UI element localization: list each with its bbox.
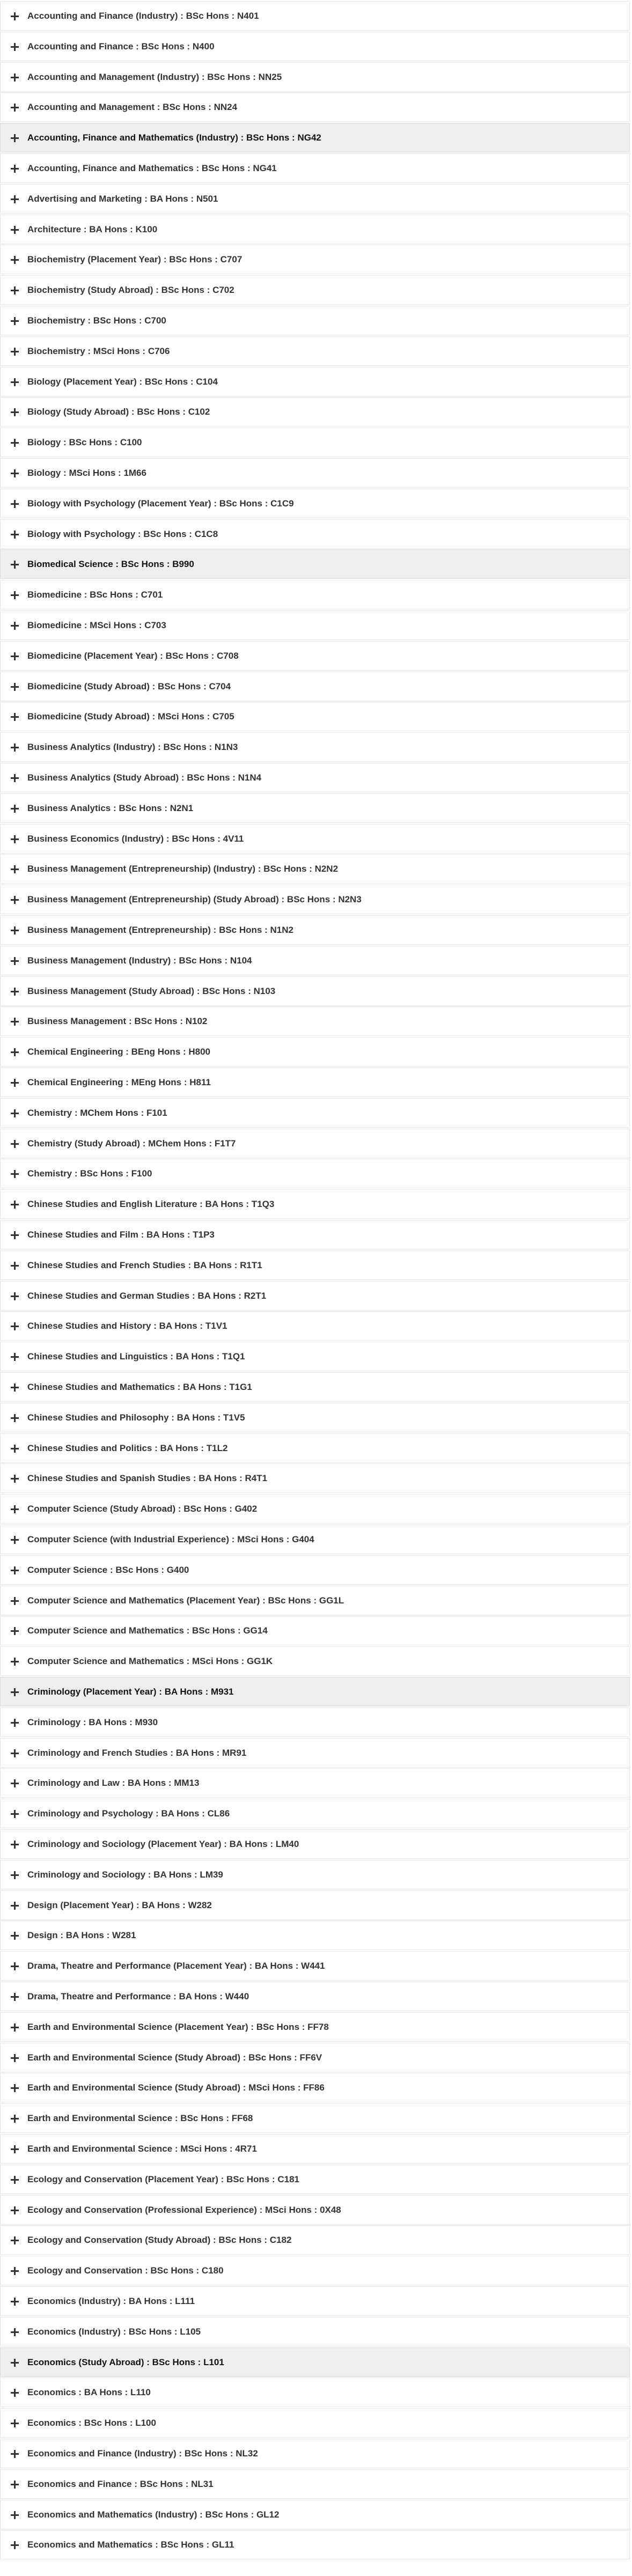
expand-plus-icon[interactable] <box>10 1657 19 1666</box>
course-title: Business Analytics : BSc Hons : N2N1 <box>27 803 194 813</box>
course-title: Biochemistry : BSc Hons : C700 <box>27 315 166 326</box>
course-row[interactable] <box>0 1829 630 1859</box>
course-title: Business Management (Industry) : BSc Hons : N104 <box>27 955 252 966</box>
expand-plus-icon[interactable] <box>10 2236 19 2244</box>
course-title: Accounting, Finance and Mathematics (Industry) : BSc Hons : NG42 <box>27 132 321 143</box>
expand-plus-icon[interactable] <box>10 774 19 782</box>
course-title: Earth and Environmental Science : BSc Hons : FF68 <box>27 2113 253 2123</box>
course-row[interactable] <box>0 672 630 701</box>
expand-plus-icon[interactable] <box>10 73 19 82</box>
course-row[interactable] <box>0 2286 630 2316</box>
course-title: Chemistry : BSc Hons : F100 <box>27 1168 152 1179</box>
course-row[interactable] <box>0 915 630 945</box>
course-row[interactable] <box>0 1220 630 1249</box>
course-title: Earth and Environmental Science : MSci Hons : 4R71 <box>27 2143 257 2154</box>
expand-plus-icon[interactable] <box>10 2114 19 2123</box>
expand-plus-icon[interactable] <box>10 103 19 112</box>
expand-plus-icon[interactable] <box>10 1505 19 1513</box>
course-row[interactable] <box>0 123 630 152</box>
course-row[interactable] <box>0 1129 630 1158</box>
expand-plus-icon[interactable] <box>10 378 19 386</box>
course-row[interactable] <box>0 1646 630 1676</box>
expand-plus-icon[interactable] <box>10 2541 19 2549</box>
course-row[interactable] <box>0 1890 630 1920</box>
expand-plus-icon[interactable] <box>10 1962 19 1970</box>
course-title: Business Management (Entrepreneurship) (Study Abroad) : BSc Hons : N2N3 <box>27 894 362 904</box>
expand-plus-icon[interactable] <box>10 1718 19 1727</box>
course-title: Accounting and Finance (Industry) : BSc Hons : N401 <box>27 10 259 21</box>
course-row[interactable] <box>0 2073 630 2102</box>
course-title: Business Management (Entrepreneurship) (Industry) : BSc Hons : N2N2 <box>27 863 339 874</box>
expand-plus-icon[interactable] <box>10 2419 19 2427</box>
course-row[interactable] <box>0 2165 630 2194</box>
course-row[interactable] <box>0 2317 630 2346</box>
course-title: Biology (Placement Year) : BSc Hons : C104 <box>27 376 218 387</box>
course-title: Computer Science (with Industrial Experience) : MSci Hons : G404 <box>27 1534 314 1544</box>
expand-plus-icon[interactable] <box>10 1048 19 1056</box>
expand-plus-icon[interactable] <box>10 1626 19 1635</box>
course-row[interactable] <box>0 702 630 731</box>
expand-plus-icon[interactable] <box>10 225 19 234</box>
expand-plus-icon[interactable] <box>10 2328 19 2336</box>
course-row[interactable] <box>0 1707 630 1737</box>
expand-plus-icon[interactable] <box>10 926 19 934</box>
expand-plus-icon[interactable] <box>10 1322 19 1330</box>
course-row[interactable] <box>0 1403 630 1432</box>
course-title: Business Economics (Industry) : BSc Hons : 4V11 <box>27 833 244 844</box>
expand-plus-icon[interactable] <box>10 2449 19 2458</box>
expand-plus-icon[interactable] <box>10 1292 19 1300</box>
expand-plus-icon[interactable] <box>10 286 19 295</box>
course-row[interactable] <box>0 793 630 823</box>
course-row[interactable] <box>0 1159 630 1188</box>
course-title: Biology (Study Abroad) : BSc Hons : C102 <box>27 406 210 417</box>
course-title: Criminology (Placement Year) : BA Hons : M931 <box>27 1686 234 1697</box>
course-row[interactable] <box>0 1037 630 1066</box>
course-row[interactable] <box>0 580 630 609</box>
course-row[interactable] <box>0 2256 630 2285</box>
course-row[interactable] <box>0 2225 630 2255</box>
course-title: Design (Placement Year) : BA Hons : W282 <box>27 1900 212 1910</box>
expand-plus-icon[interactable] <box>10 652 19 660</box>
course-row[interactable] <box>0 2378 630 2407</box>
course-title: Business Analytics (Industry) : BSc Hons : N1N3 <box>27 741 238 752</box>
course-row[interactable] <box>0 1433 630 1463</box>
expand-plus-icon[interactable] <box>10 835 19 843</box>
expand-plus-icon[interactable] <box>10 2480 19 2489</box>
course-row[interactable] <box>0 32 630 61</box>
expand-plus-icon[interactable] <box>10 1231 19 1239</box>
expand-plus-icon[interactable] <box>10 255 19 264</box>
course-row[interactable] <box>0 1951 630 1981</box>
course-title: Chinese Studies and Mathematics : BA Hons : T1G1 <box>27 1381 252 1392</box>
expand-plus-icon[interactable] <box>10 2084 19 2092</box>
course-row[interactable] <box>0 2134 630 2163</box>
expand-plus-icon[interactable] <box>10 2297 19 2306</box>
course-title: Ecology and Conservation : BSc Hons : C180 <box>27 2265 224 2276</box>
course-row[interactable] <box>0 92 630 122</box>
expand-plus-icon[interactable] <box>10 1566 19 1574</box>
expand-plus-icon[interactable] <box>10 1992 19 2001</box>
course-row[interactable] <box>0 2500 630 2529</box>
course-row[interactable] <box>0 1677 630 1706</box>
course-title: Chemical Engineering : MEng Hons : H811 <box>27 1077 211 1087</box>
course-title: Accounting and Management (Industry) : BSc Hons : NN25 <box>27 71 282 82</box>
expand-plus-icon[interactable] <box>10 682 19 691</box>
course-row[interactable] <box>0 1738 630 1768</box>
expand-plus-icon[interactable] <box>10 1261 19 1270</box>
course-title: Biochemistry (Study Abroad) : BSc Hons : C702 <box>27 284 234 295</box>
course-row[interactable] <box>0 2043 630 2072</box>
course-row[interactable] <box>0 885 630 914</box>
course-row[interactable] <box>0 1586 630 1615</box>
expand-plus-icon[interactable] <box>10 956 19 965</box>
expand-plus-icon[interactable] <box>10 2145 19 2153</box>
expand-plus-icon[interactable] <box>10 1871 19 1879</box>
expand-plus-icon[interactable] <box>10 1383 19 1392</box>
course-title: Economics : BA Hons : L110 <box>27 2387 151 2397</box>
course-row[interactable] <box>0 1555 630 1585</box>
course-title: Economics (Industry) : BSc Hons : L105 <box>27 2326 201 2337</box>
course-title: Economics and Mathematics (Industry) : BSc Hons : GL12 <box>27 2509 280 2520</box>
expand-plus-icon[interactable] <box>10 1169 19 1178</box>
course-title: Biomedicine : MSci Hons : C703 <box>27 620 166 630</box>
expand-plus-icon[interactable] <box>10 438 19 447</box>
course-row[interactable] <box>0 1281 630 1311</box>
course-title: Ecology and Conservation (Study Abroad) : BSc Hons : C182 <box>27 2234 292 2245</box>
course-row[interactable] <box>0 2439 630 2468</box>
expand-plus-icon[interactable] <box>10 469 19 477</box>
course-title: Ecology and Conservation (Placement Year) : BSc Hons : C181 <box>27 2174 300 2184</box>
course-title: Biology with Psychology (Placement Year) : BSc Hons : C1C9 <box>27 498 294 509</box>
course-row[interactable] <box>0 1 630 31</box>
course-title: Chinese Studies and Philosophy : BA Hons : T1V5 <box>27 1412 245 1423</box>
course-title: Earth and Environmental Science (Placement Year) : BSc Hons : FF78 <box>27 2021 329 2032</box>
expand-plus-icon[interactable] <box>10 1749 19 1757</box>
course-title: Business Management : BSc Hons : N102 <box>27 1015 208 1026</box>
course-row[interactable] <box>0 1250 630 1280</box>
course-title: Economics (Industry) : BA Hons : L111 <box>27 2295 195 2306</box>
expand-plus-icon[interactable] <box>10 987 19 996</box>
course-title: Criminology and Law : BA Hons : MM13 <box>27 1777 200 1788</box>
course-title: Chinese Studies and English Literature : BA Hons : T1Q3 <box>27 1198 275 1209</box>
course-title: Biology : MSci Hons : 1M66 <box>27 467 146 478</box>
expand-plus-icon[interactable] <box>10 1474 19 1483</box>
course-title: Computer Science and Mathematics : BSc Hons : GG14 <box>27 1625 268 1636</box>
expand-plus-icon[interactable] <box>10 895 19 904</box>
course-title: Criminology : BA Hons : M930 <box>27 1717 158 1727</box>
expand-plus-icon[interactable] <box>10 804 19 813</box>
course-row[interactable] <box>0 458 630 488</box>
expand-plus-icon[interactable] <box>10 2054 19 2062</box>
course-title: Drama, Theatre and Performance (Placement Year) : BA Hons : W441 <box>27 1960 325 1971</box>
course-row[interactable] <box>0 1068 630 1097</box>
course-row[interactable] <box>0 1860 630 1889</box>
course-title: Chinese Studies and French Studies : BA Hons : R1T1 <box>27 1260 262 1270</box>
course-title: Biology with Psychology : BSc Hons : C1C8 <box>27 528 218 539</box>
course-title: Criminology and Sociology : BA Hons : LM39 <box>27 1869 223 1880</box>
course-row[interactable] <box>0 763 630 792</box>
course-row[interactable] <box>0 1799 630 1828</box>
expand-plus-icon[interactable] <box>10 621 19 630</box>
course-title: Biomedicine (Study Abroad) : BSc Hons : C704 <box>27 681 231 691</box>
expand-plus-icon[interactable] <box>10 408 19 416</box>
course-row[interactable] <box>0 336 630 366</box>
expand-plus-icon[interactable] <box>10 1017 19 1026</box>
course-title: Chemical Engineering : BEng Hons : H800 <box>27 1046 211 1057</box>
course-title: Biomedical Science : BSc Hons : B990 <box>27 558 194 569</box>
expand-plus-icon[interactable] <box>10 1139 19 1148</box>
course-row[interactable] <box>0 2195 630 2225</box>
expand-plus-icon[interactable] <box>10 2023 19 2032</box>
course-title: Economics and Finance (Industry) : BSc Hons : NL32 <box>27 2448 258 2459</box>
expand-plus-icon[interactable] <box>10 1352 19 1361</box>
expand-plus-icon[interactable] <box>10 591 19 599</box>
course-row[interactable] <box>0 2347 630 2377</box>
course-row[interactable] <box>0 2469 630 2499</box>
course-row[interactable] <box>0 62 630 92</box>
course-title: Chinese Studies and History : BA Hons : T1V1 <box>27 1320 227 1331</box>
expand-plus-icon[interactable] <box>10 317 19 325</box>
course-row[interactable] <box>0 976 630 1006</box>
course-title: Biomedicine : BSc Hons : C701 <box>27 589 163 600</box>
course-title: Chinese Studies and Film : BA Hons : T1P3 <box>27 1229 215 1240</box>
expand-plus-icon[interactable] <box>10 2175 19 2184</box>
course-title: Computer Science and Mathematics : MSci Hons : GG1K <box>27 1655 273 1666</box>
expand-plus-icon[interactable] <box>10 195 19 203</box>
expand-plus-icon[interactable] <box>10 1109 19 1117</box>
course-title: Accounting, Finance and Mathematics : BSc Hons : NG41 <box>27 163 277 173</box>
course-row[interactable] <box>0 519 630 549</box>
expand-plus-icon[interactable] <box>10 865 19 873</box>
course-row[interactable] <box>0 1342 630 1371</box>
expand-plus-icon[interactable] <box>10 743 19 752</box>
course-row[interactable] <box>0 1311 630 1341</box>
course-row[interactable] <box>0 1525 630 1554</box>
expand-plus-icon[interactable] <box>10 134 19 142</box>
course-row[interactable] <box>0 1920 630 1950</box>
course-title: Computer Science (Study Abroad) : BSc Hons : G402 <box>27 1503 258 1514</box>
course-row[interactable] <box>0 854 630 884</box>
course-title: Computer Science and Mathematics (Placement Year) : BSc Hons : GG1L <box>27 1595 344 1606</box>
course-title: Accounting and Finance : BSc Hons : N400 <box>27 41 215 51</box>
course-row[interactable] <box>0 1982 630 2011</box>
expand-plus-icon[interactable] <box>10 2266 19 2275</box>
course-title: Economics : BSc Hons : L100 <box>27 2417 156 2428</box>
expand-plus-icon[interactable] <box>10 164 19 173</box>
expand-plus-icon[interactable] <box>10 2206 19 2214</box>
expand-plus-icon[interactable] <box>10 12 19 20</box>
course-title: Criminology and Sociology (Placement Year) : BA Hons : LM40 <box>27 1838 299 1849</box>
course-title: Economics (Study Abroad) : BSc Hons : L101 <box>27 2357 224 2367</box>
course-title: Business Management (Study Abroad) : BSc Hons : N103 <box>27 985 276 996</box>
course-row[interactable] <box>0 2012 630 2042</box>
expand-plus-icon[interactable] <box>10 1931 19 1940</box>
expand-plus-icon[interactable] <box>10 2358 19 2367</box>
expand-plus-icon[interactable] <box>10 347 19 356</box>
course-title: Computer Science : BSc Hons : G400 <box>27 1564 189 1575</box>
course-title: Chinese Studies and Spanish Studies : BA Hons : R4T1 <box>27 1473 268 1483</box>
course-row[interactable] <box>0 215 630 244</box>
course-title: Criminology and Psychology : BA Hons : CL86 <box>27 1808 230 1819</box>
course-row[interactable] <box>0 1616 630 1645</box>
course-row[interactable] <box>0 1372 630 1402</box>
expand-plus-icon[interactable] <box>10 560 19 569</box>
expand-plus-icon[interactable] <box>10 1688 19 1696</box>
course-title: Earth and Environmental Science (Study Abroad) : MSci Hons : FF86 <box>27 2082 325 2093</box>
expand-plus-icon[interactable] <box>10 1444 19 1453</box>
expand-plus-icon[interactable] <box>10 1078 19 1087</box>
course-row[interactable] <box>0 397 630 426</box>
expand-plus-icon[interactable] <box>10 530 19 539</box>
expand-plus-icon[interactable] <box>10 1200 19 1209</box>
course-title: Earth and Environmental Science (Study Abroad) : BSc Hons : FF6V <box>27 2052 322 2063</box>
course-title: Economics and Mathematics : BSc Hons : GL11 <box>27 2539 234 2550</box>
course-row[interactable] <box>0 1463 630 1493</box>
course-row[interactable] <box>0 549 630 579</box>
course-row[interactable] <box>0 1768 630 1798</box>
course-title: Drama, Theatre and Performance : BA Hons : W440 <box>27 1991 249 2001</box>
expand-plus-icon[interactable] <box>10 1596 19 1605</box>
expand-plus-icon[interactable] <box>10 1535 19 1544</box>
course-row[interactable] <box>0 824 630 853</box>
expand-plus-icon[interactable] <box>10 42 19 51</box>
course-title: Chinese Studies and Linguistics : BA Hons : T1Q1 <box>27 1351 245 1361</box>
course-title: Chinese Studies and German Studies : BA Hons : R2T1 <box>27 1290 267 1301</box>
course-title: Architecture : BA Hons : K100 <box>27 224 158 234</box>
course-title: Business Management (Entrepreneurship) : BSc Hons : N1N2 <box>27 924 293 935</box>
course-title: Biochemistry (Placement Year) : BSc Hons : C707 <box>27 254 242 264</box>
expand-plus-icon[interactable] <box>10 2511 19 2519</box>
course-title: Economics and Finance : BSc Hons : NL31 <box>27 2478 214 2489</box>
expand-plus-icon[interactable] <box>10 1414 19 1422</box>
expand-plus-icon[interactable] <box>10 1901 19 1910</box>
course-title: Chemistry (Study Abroad) : MChem Hons : F1T7 <box>27 1138 236 1149</box>
course-title: Accounting and Management : BSc Hons : NN24 <box>27 101 238 112</box>
course-row[interactable] <box>0 367 630 396</box>
course-title: Criminology and French Studies : BA Hons : MR91 <box>27 1747 247 1758</box>
course-row[interactable] <box>0 1494 630 1523</box>
expand-plus-icon[interactable] <box>10 499 19 508</box>
course-row[interactable] <box>0 275 630 305</box>
course-row[interactable] <box>0 610 630 640</box>
course-title: Biomedicine (Placement Year) : BSc Hons : C708 <box>27 650 239 661</box>
course-row[interactable] <box>0 641 630 671</box>
expand-plus-icon[interactable] <box>10 2388 19 2397</box>
expand-plus-icon[interactable] <box>10 1779 19 1787</box>
course-row[interactable] <box>0 732 630 762</box>
course-title: Business Analytics (Study Abroad) : BSc Hons : N1N4 <box>27 772 262 783</box>
course-row[interactable] <box>0 428 630 457</box>
course-row[interactable] <box>0 946 630 975</box>
course-row[interactable] <box>0 489 630 518</box>
course-title: Chinese Studies and Politics : BA Hons : T1L2 <box>27 1442 228 1453</box>
course-title: Biology : BSc Hons : C100 <box>27 437 142 447</box>
course-row[interactable] <box>0 1098 630 1128</box>
course-title: Biomedicine (Study Abroad) : MSci Hons : C705 <box>27 711 234 722</box>
course-row[interactable] <box>0 2103 630 2133</box>
course-row[interactable] <box>0 245 630 274</box>
course-title: Ecology and Conservation (Professional Experience) : MSci Hons : 0X48 <box>27 2204 341 2215</box>
course-row[interactable] <box>0 184 630 214</box>
course-title: Chemistry : MChem Hons : F101 <box>27 1107 167 1118</box>
expand-plus-icon[interactable] <box>10 1840 19 1849</box>
course-row[interactable] <box>0 1189 630 1219</box>
course-row[interactable] <box>0 2530 630 2559</box>
course-title: Biochemistry : MSci Hons : C706 <box>27 345 170 356</box>
expand-plus-icon[interactable] <box>10 1809 19 1818</box>
course-row[interactable] <box>0 1006 630 1036</box>
course-title: Advertising and Marketing : BA Hons : N501 <box>27 193 218 204</box>
course-title: Design : BA Hons : W281 <box>27 1930 136 1940</box>
expand-plus-icon[interactable] <box>10 712 19 721</box>
course-row[interactable] <box>0 2408 630 2438</box>
course-row[interactable] <box>0 153 630 183</box>
course-row[interactable] <box>0 306 630 335</box>
